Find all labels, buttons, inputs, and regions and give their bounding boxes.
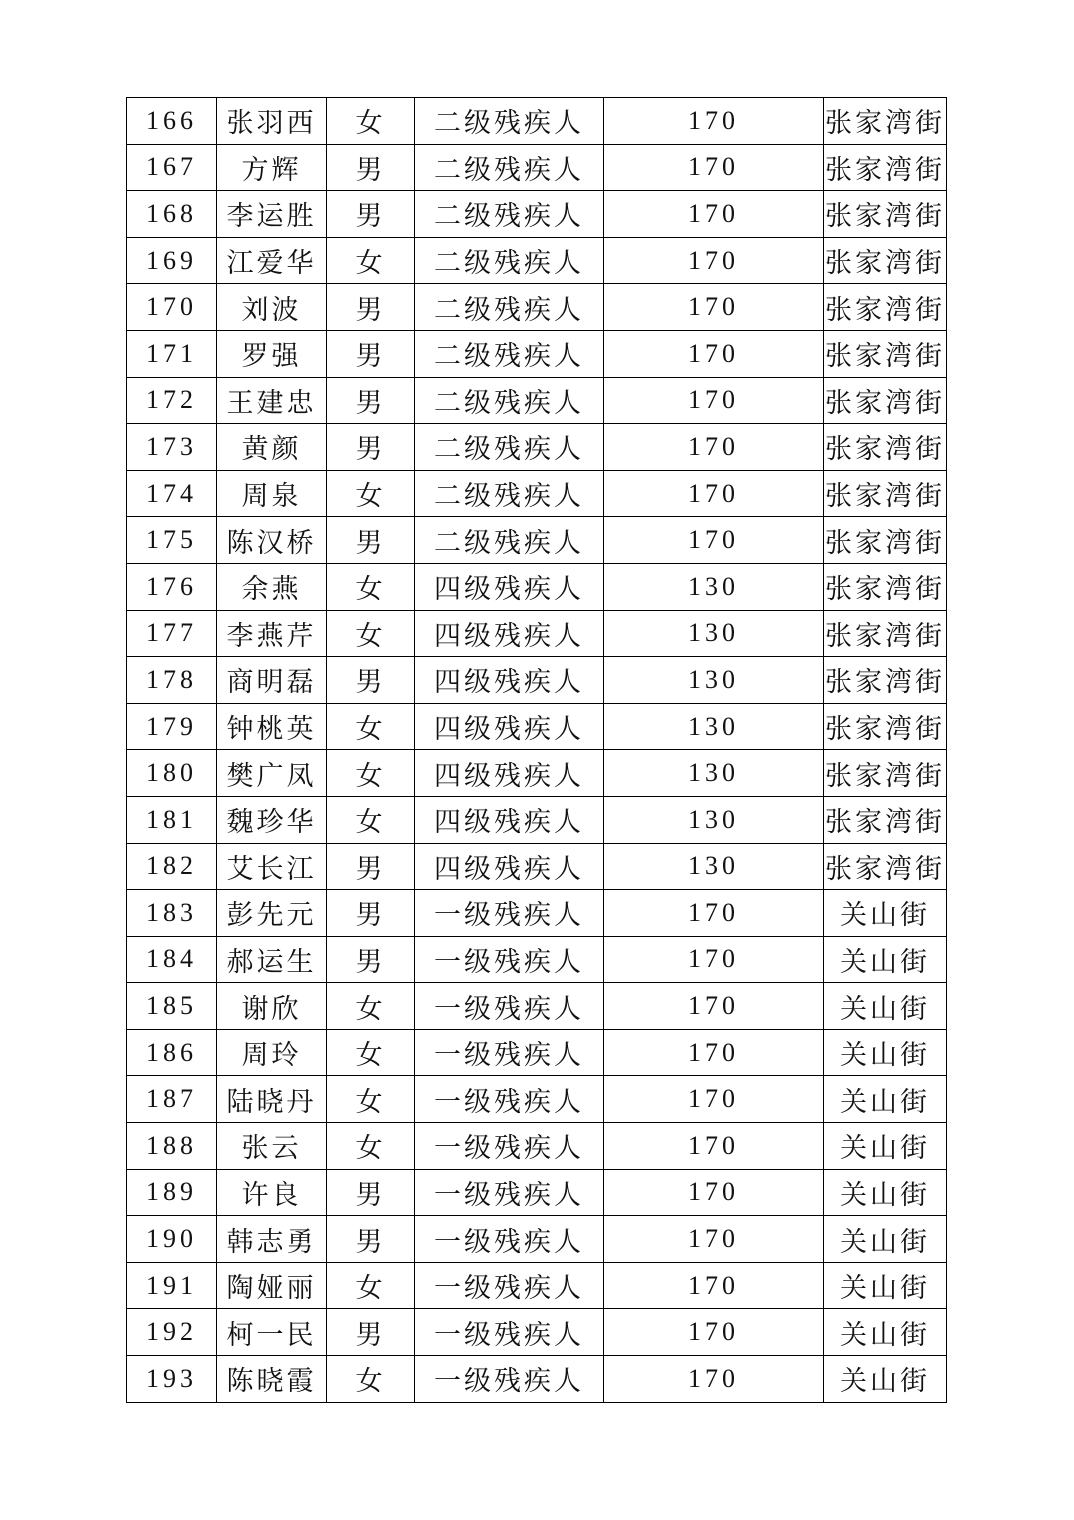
cell-street: 张家湾街 [824, 843, 947, 890]
cell-name: 张云 [217, 1123, 327, 1170]
cell-amount: 170 [604, 1262, 824, 1309]
roster-table-body [127, 98, 947, 1403]
cell-disability-level: 二级残疾人 [415, 237, 604, 284]
cell-gender: 女 [327, 703, 415, 750]
cell-serial-number: 172 [127, 377, 217, 424]
table-row [127, 1029, 947, 1076]
cell-disability-level: 二级残疾人 [415, 98, 604, 145]
cell-name: 谢欣 [217, 983, 327, 1030]
table-row [127, 237, 947, 284]
cell-serial-number: 175 [127, 517, 217, 564]
cell-disability-level: 二级残疾人 [415, 470, 604, 517]
cell-street: 张家湾街 [824, 377, 947, 424]
cell-street: 关山街 [824, 1123, 947, 1170]
roster-table [126, 97, 947, 1403]
table-row [127, 1356, 947, 1403]
cell-gender: 女 [327, 563, 415, 610]
cell-amount: 130 [604, 750, 824, 797]
cell-amount: 130 [604, 657, 824, 704]
cell-amount: 130 [604, 796, 824, 843]
cell-name: 钟桃英 [217, 703, 327, 750]
cell-gender: 男 [327, 936, 415, 983]
cell-gender: 女 [327, 610, 415, 657]
cell-serial-number: 177 [127, 610, 217, 657]
cell-amount: 130 [604, 563, 824, 610]
cell-serial-number: 191 [127, 1262, 217, 1309]
cell-serial-number: 190 [127, 1216, 217, 1263]
cell-gender: 男 [327, 424, 415, 471]
cell-disability-level: 四级残疾人 [415, 703, 604, 750]
table-row [127, 424, 947, 471]
cell-street: 张家湾街 [824, 144, 947, 191]
cell-disability-level: 二级残疾人 [415, 377, 604, 424]
cell-amount: 170 [604, 144, 824, 191]
cell-amount: 130 [604, 843, 824, 890]
cell-disability-level: 一级残疾人 [415, 1169, 604, 1216]
cell-name: 艾长江 [217, 843, 327, 890]
cell-street: 张家湾街 [824, 284, 947, 331]
cell-amount: 170 [604, 890, 824, 937]
cell-name: 陶娅丽 [217, 1262, 327, 1309]
cell-amount: 170 [604, 936, 824, 983]
cell-street: 关山街 [824, 936, 947, 983]
cell-serial-number: 168 [127, 191, 217, 238]
cell-gender: 男 [327, 144, 415, 191]
cell-name: 周玲 [217, 1029, 327, 1076]
cell-street: 关山街 [824, 1262, 947, 1309]
cell-disability-level: 一级残疾人 [415, 890, 604, 937]
cell-gender: 女 [327, 237, 415, 284]
cell-disability-level: 二级残疾人 [415, 330, 604, 377]
table-row [127, 470, 947, 517]
cell-gender: 女 [327, 1123, 415, 1170]
cell-serial-number: 192 [127, 1309, 217, 1356]
cell-amount: 130 [604, 610, 824, 657]
cell-street: 张家湾街 [824, 517, 947, 564]
cell-gender: 男 [327, 1309, 415, 1356]
cell-disability-level: 一级残疾人 [415, 936, 604, 983]
table-row [127, 610, 947, 657]
table-row [127, 284, 947, 331]
cell-name: 江爱华 [217, 237, 327, 284]
cell-name: 陈汉桥 [217, 517, 327, 564]
cell-gender: 男 [327, 1169, 415, 1216]
cell-disability-level: 二级残疾人 [415, 191, 604, 238]
table-row [127, 703, 947, 750]
cell-name: 余燕 [217, 563, 327, 610]
cell-disability-level: 四级残疾人 [415, 657, 604, 704]
cell-gender: 女 [327, 796, 415, 843]
cell-disability-level: 一级残疾人 [415, 1029, 604, 1076]
table-row [127, 936, 947, 983]
cell-serial-number: 189 [127, 1169, 217, 1216]
cell-disability-level: 一级残疾人 [415, 1216, 604, 1263]
cell-name: 韩志勇 [217, 1216, 327, 1263]
cell-name: 郝运生 [217, 936, 327, 983]
cell-street: 关山街 [824, 1029, 947, 1076]
cell-serial-number: 185 [127, 983, 217, 1030]
cell-name: 商明磊 [217, 657, 327, 704]
cell-disability-level: 四级残疾人 [415, 796, 604, 843]
table-row [127, 1169, 947, 1216]
cell-gender: 男 [327, 517, 415, 564]
cell-street: 张家湾街 [824, 98, 947, 145]
cell-disability-level: 一级残疾人 [415, 1356, 604, 1403]
cell-amount: 170 [604, 98, 824, 145]
cell-gender: 男 [327, 377, 415, 424]
cell-serial-number: 170 [127, 284, 217, 331]
cell-serial-number: 176 [127, 563, 217, 610]
cell-disability-level: 一级残疾人 [415, 1123, 604, 1170]
cell-street: 关山街 [824, 1356, 947, 1403]
cell-serial-number: 186 [127, 1029, 217, 1076]
table-row [127, 843, 947, 890]
cell-serial-number: 193 [127, 1356, 217, 1403]
cell-street: 张家湾街 [824, 424, 947, 471]
cell-street: 张家湾街 [824, 703, 947, 750]
cell-amount: 170 [604, 377, 824, 424]
cell-street: 张家湾街 [824, 237, 947, 284]
cell-name: 陆晓丹 [217, 1076, 327, 1123]
cell-serial-number: 178 [127, 657, 217, 704]
cell-name: 陈晓霞 [217, 1356, 327, 1403]
cell-gender: 女 [327, 470, 415, 517]
cell-amount: 170 [604, 330, 824, 377]
cell-serial-number: 173 [127, 424, 217, 471]
cell-street: 关山街 [824, 1309, 947, 1356]
cell-amount: 170 [604, 1123, 824, 1170]
cell-name: 罗强 [217, 330, 327, 377]
cell-serial-number: 183 [127, 890, 217, 937]
cell-disability-level: 二级残疾人 [415, 144, 604, 191]
cell-gender: 女 [327, 750, 415, 797]
cell-amount: 170 [604, 1169, 824, 1216]
cell-disability-level: 四级残疾人 [415, 750, 604, 797]
table-row [127, 1216, 947, 1263]
cell-name: 樊广凤 [217, 750, 327, 797]
cell-disability-level: 一级残疾人 [415, 1076, 604, 1123]
cell-serial-number: 169 [127, 237, 217, 284]
cell-disability-level: 一级残疾人 [415, 983, 604, 1030]
cell-gender: 男 [327, 284, 415, 331]
cell-name: 李燕芹 [217, 610, 327, 657]
cell-gender: 女 [327, 1262, 415, 1309]
table-row [127, 330, 947, 377]
cell-disability-level: 二级残疾人 [415, 284, 604, 331]
table-row [127, 750, 947, 797]
cell-street: 张家湾街 [824, 610, 947, 657]
cell-amount: 170 [604, 1309, 824, 1356]
table-row [127, 1123, 947, 1170]
cell-serial-number: 167 [127, 144, 217, 191]
cell-amount: 170 [604, 1356, 824, 1403]
cell-serial-number: 179 [127, 703, 217, 750]
cell-serial-number: 180 [127, 750, 217, 797]
cell-gender: 男 [327, 843, 415, 890]
cell-gender: 男 [327, 657, 415, 704]
cell-gender: 男 [327, 1216, 415, 1263]
cell-serial-number: 187 [127, 1076, 217, 1123]
cell-disability-level: 四级残疾人 [415, 610, 604, 657]
table-row [127, 796, 947, 843]
cell-street: 张家湾街 [824, 750, 947, 797]
cell-disability-level: 一级残疾人 [415, 1262, 604, 1309]
table-row [127, 98, 947, 145]
cell-amount: 170 [604, 470, 824, 517]
cell-street: 关山街 [824, 1169, 947, 1216]
cell-amount: 170 [604, 237, 824, 284]
cell-gender: 女 [327, 1076, 415, 1123]
cell-amount: 170 [604, 1216, 824, 1263]
cell-serial-number: 174 [127, 470, 217, 517]
cell-gender: 女 [327, 1029, 415, 1076]
cell-amount: 170 [604, 517, 824, 564]
cell-street: 关山街 [824, 1076, 947, 1123]
table-row [127, 983, 947, 1030]
cell-street: 关山街 [824, 890, 947, 937]
cell-amount: 170 [604, 284, 824, 331]
cell-amount: 170 [604, 1029, 824, 1076]
cell-street: 张家湾街 [824, 657, 947, 704]
cell-street: 关山街 [824, 1216, 947, 1263]
cell-name: 许良 [217, 1169, 327, 1216]
cell-street: 张家湾街 [824, 191, 947, 238]
table-row [127, 1309, 947, 1356]
cell-gender: 女 [327, 1356, 415, 1403]
cell-disability-level: 二级残疾人 [415, 517, 604, 564]
cell-name: 柯一民 [217, 1309, 327, 1356]
cell-amount: 170 [604, 424, 824, 471]
table-row [127, 191, 947, 238]
table-row [127, 1262, 947, 1309]
cell-disability-level: 一级残疾人 [415, 1309, 604, 1356]
table-row [127, 890, 947, 937]
cell-gender: 女 [327, 98, 415, 145]
cell-gender: 男 [327, 890, 415, 937]
table-row [127, 517, 947, 564]
cell-street: 张家湾街 [824, 470, 947, 517]
cell-name: 王建忠 [217, 377, 327, 424]
cell-name: 魏珍华 [217, 796, 327, 843]
cell-serial-number: 182 [127, 843, 217, 890]
cell-serial-number: 181 [127, 796, 217, 843]
cell-name: 李运胜 [217, 191, 327, 238]
cell-name: 彭先元 [217, 890, 327, 937]
cell-amount: 170 [604, 1076, 824, 1123]
cell-amount: 170 [604, 191, 824, 238]
cell-name: 方辉 [217, 144, 327, 191]
table-row [127, 1076, 947, 1123]
cell-disability-level: 四级残疾人 [415, 563, 604, 610]
cell-serial-number: 184 [127, 936, 217, 983]
cell-street: 关山街 [824, 983, 947, 1030]
cell-name: 周泉 [217, 470, 327, 517]
cell-amount: 170 [604, 983, 824, 1030]
cell-disability-level: 二级残疾人 [415, 424, 604, 471]
cell-serial-number: 171 [127, 330, 217, 377]
cell-disability-level: 四级残疾人 [415, 843, 604, 890]
cell-serial-number: 166 [127, 98, 217, 145]
cell-amount: 130 [604, 703, 824, 750]
table-row [127, 377, 947, 424]
table-row [127, 144, 947, 191]
cell-name: 黄颜 [217, 424, 327, 471]
cell-street: 张家湾街 [824, 563, 947, 610]
cell-name: 刘波 [217, 284, 327, 331]
cell-gender: 男 [327, 330, 415, 377]
cell-serial-number: 188 [127, 1123, 217, 1170]
cell-gender: 女 [327, 983, 415, 1030]
cell-street: 张家湾街 [824, 796, 947, 843]
cell-street: 张家湾街 [824, 330, 947, 377]
table-row [127, 657, 947, 704]
cell-name: 张羽西 [217, 98, 327, 145]
cell-gender: 男 [327, 191, 415, 238]
table-row [127, 563, 947, 610]
